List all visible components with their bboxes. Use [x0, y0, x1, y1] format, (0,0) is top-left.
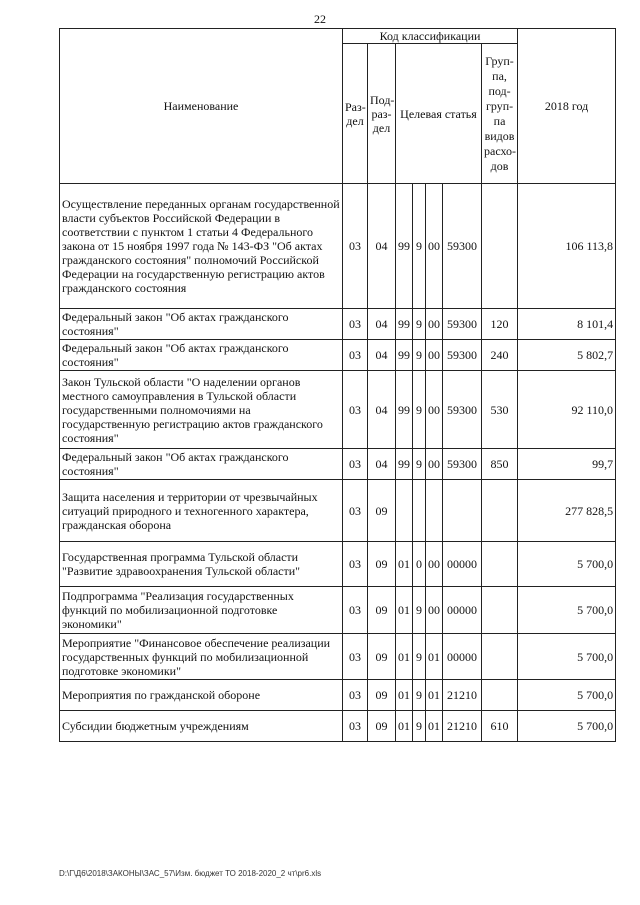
- table-row: [60, 340, 616, 371]
- cell-t2: 9: [413, 587, 426, 634]
- cell-t3: 00: [426, 449, 443, 480]
- cell-podrazdel: 09: [368, 680, 396, 711]
- cell-amount: 5 700,0: [518, 634, 616, 680]
- cell-t3: 00: [426, 184, 443, 309]
- cell-name: Осуществление переданных органам государственной власти субъектов Российской Федерации в соответствии с пунктом 1 статьи 4 Федерального закона от 15 ноября 1997 года № 143-ФЗ "Об актах гражданского состояния" полномочий Российской Федерации на государственную регистрацию актов гражданского состояния: [60, 184, 343, 309]
- table-row: [60, 587, 616, 634]
- cell-podrazdel: 09: [368, 587, 396, 634]
- cell-amount: 8 101,4: [518, 309, 616, 340]
- cell-vid: [482, 634, 518, 680]
- file-path: D:\Г\Д6\2018\ЗАКОНЫ\ЗАС_57\Изм. бюджет ТО 2018-2020_2 чт\pr6.xls: [59, 869, 322, 878]
- cell-t2: 9: [413, 340, 426, 371]
- cell-amount: 99,7: [518, 449, 616, 480]
- cell-t3: 00: [426, 542, 443, 587]
- cell-name: Федеральный закон "Об актах гражданского состояния": [60, 340, 343, 371]
- cell-name: Субсидии бюджетным учреждениям: [60, 711, 343, 742]
- cell-t3: 00: [426, 587, 443, 634]
- cell-razdel: 03: [343, 542, 368, 587]
- cell-razdel: 03: [343, 680, 368, 711]
- cell-t4: [443, 480, 482, 542]
- table-row: [60, 309, 616, 340]
- cell-t1: 01: [396, 587, 413, 634]
- table-row: [60, 480, 616, 542]
- header-podrazdel: Под- раз- дел: [368, 44, 396, 184]
- cell-razdel: 03: [343, 371, 368, 449]
- table-row: [60, 184, 616, 309]
- cell-vid: 850: [482, 449, 518, 480]
- cell-t2: 9: [413, 711, 426, 742]
- header-year: 2018 год: [518, 29, 616, 184]
- table-row: [60, 634, 616, 680]
- header-name: Наименование: [60, 29, 343, 184]
- cell-t4: 00000: [443, 542, 482, 587]
- cell-t1: 99: [396, 309, 413, 340]
- table-row: [60, 680, 616, 711]
- cell-razdel: 03: [343, 480, 368, 542]
- cell-podrazdel: 04: [368, 184, 396, 309]
- cell-t1: 99: [396, 449, 413, 480]
- cell-razdel: 03: [343, 449, 368, 480]
- cell-t2: 9: [413, 634, 426, 680]
- cell-razdel: 03: [343, 587, 368, 634]
- table-row: [60, 371, 616, 449]
- cell-t2: 9: [413, 680, 426, 711]
- budget-table: [59, 28, 616, 742]
- cell-t3: 00: [426, 309, 443, 340]
- cell-t1: [396, 480, 413, 542]
- cell-t2: 9: [413, 371, 426, 449]
- cell-name: Закон Тульской области "О наделении органов местного самоуправления в Тульской области государственными полномочиями на государственную регистрацию актов гражданского состояния": [60, 371, 343, 449]
- cell-vid: [482, 480, 518, 542]
- cell-podrazdel: 09: [368, 542, 396, 587]
- cell-t4: 59300: [443, 449, 482, 480]
- cell-t1: 01: [396, 680, 413, 711]
- cell-t3: 01: [426, 680, 443, 711]
- cell-amount: 277 828,5: [518, 480, 616, 542]
- cell-name: Федеральный закон "Об актах гражданского состояния": [60, 449, 343, 480]
- cell-t3: 00: [426, 371, 443, 449]
- cell-t1: 99: [396, 340, 413, 371]
- cell-razdel: 03: [343, 634, 368, 680]
- cell-vid: 240: [482, 340, 518, 371]
- cell-podrazdel: 09: [368, 711, 396, 742]
- cell-podrazdel: 04: [368, 371, 396, 449]
- cell-name: Мероприятие "Финансовое обеспечение реализации государственных функций по мобилизационной подготовке экономики": [60, 634, 343, 680]
- cell-vid: [482, 587, 518, 634]
- cell-t3: 01: [426, 634, 443, 680]
- cell-t3: 00: [426, 340, 443, 371]
- cell-amount: 5 700,0: [518, 587, 616, 634]
- cell-t1: 99: [396, 371, 413, 449]
- table-row: [60, 449, 616, 480]
- cell-podrazdel: 09: [368, 634, 396, 680]
- header-code-group: Код классификации: [343, 29, 518, 44]
- cell-t4: 59300: [443, 340, 482, 371]
- cell-podrazdel: 04: [368, 449, 396, 480]
- cell-t1: 99: [396, 184, 413, 309]
- cell-t3: 01: [426, 711, 443, 742]
- cell-razdel: 03: [343, 340, 368, 371]
- cell-razdel: 03: [343, 711, 368, 742]
- page-number: 22: [314, 12, 326, 26]
- cell-t4: 59300: [443, 184, 482, 309]
- cell-t2: [413, 480, 426, 542]
- cell-podrazdel: 09: [368, 480, 396, 542]
- cell-amount: 5 700,0: [518, 542, 616, 587]
- cell-vid: [482, 184, 518, 309]
- cell-t4: 00000: [443, 587, 482, 634]
- cell-amount: 5 700,0: [518, 680, 616, 711]
- table-row: [60, 542, 616, 587]
- cell-razdel: 03: [343, 184, 368, 309]
- cell-podrazdel: 04: [368, 340, 396, 371]
- cell-vid: [482, 542, 518, 587]
- cell-amount: 106 113,8: [518, 184, 616, 309]
- header-row-1: [60, 29, 616, 44]
- cell-name: Защита населения и территории от чрезвычайных ситуаций природного и техногенного характера, гражданская оборона: [60, 480, 343, 542]
- cell-name: Подпрограмма "Реализация государственных функций по мобилизационной подготовке экономики": [60, 587, 343, 634]
- cell-t2: 9: [413, 184, 426, 309]
- header-vid: Груп- па, под- груп- па видов расхо- дов: [482, 44, 518, 184]
- cell-t4: 00000: [443, 634, 482, 680]
- cell-t1: 01: [396, 711, 413, 742]
- cell-t4: 21210: [443, 711, 482, 742]
- cell-vid: [482, 680, 518, 711]
- cell-t2: 0: [413, 542, 426, 587]
- cell-name: Мероприятия по гражданской обороне: [60, 680, 343, 711]
- cell-amount: 5 700,0: [518, 711, 616, 742]
- cell-t4: 21210: [443, 680, 482, 711]
- cell-name: Государственная программа Тульской области "Развитие здравоохранения Тульской области": [60, 542, 343, 587]
- cell-amount: 5 802,7: [518, 340, 616, 371]
- cell-t1: 01: [396, 634, 413, 680]
- cell-t2: 9: [413, 449, 426, 480]
- cell-t4: 59300: [443, 371, 482, 449]
- cell-t4: 59300: [443, 309, 482, 340]
- cell-vid: 120: [482, 309, 518, 340]
- cell-amount: 92 110,0: [518, 371, 616, 449]
- header-razdel: Раз- дел: [343, 44, 368, 184]
- table-row: [60, 711, 616, 742]
- cell-name: Федеральный закон "Об актах гражданского состояния": [60, 309, 343, 340]
- cell-t2: 9: [413, 309, 426, 340]
- header-target: Целевая статья: [396, 44, 482, 184]
- cell-razdel: 03: [343, 309, 368, 340]
- cell-vid: 530: [482, 371, 518, 449]
- cell-vid: 610: [482, 711, 518, 742]
- cell-t1: 01: [396, 542, 413, 587]
- cell-podrazdel: 04: [368, 309, 396, 340]
- cell-t3: [426, 480, 443, 542]
